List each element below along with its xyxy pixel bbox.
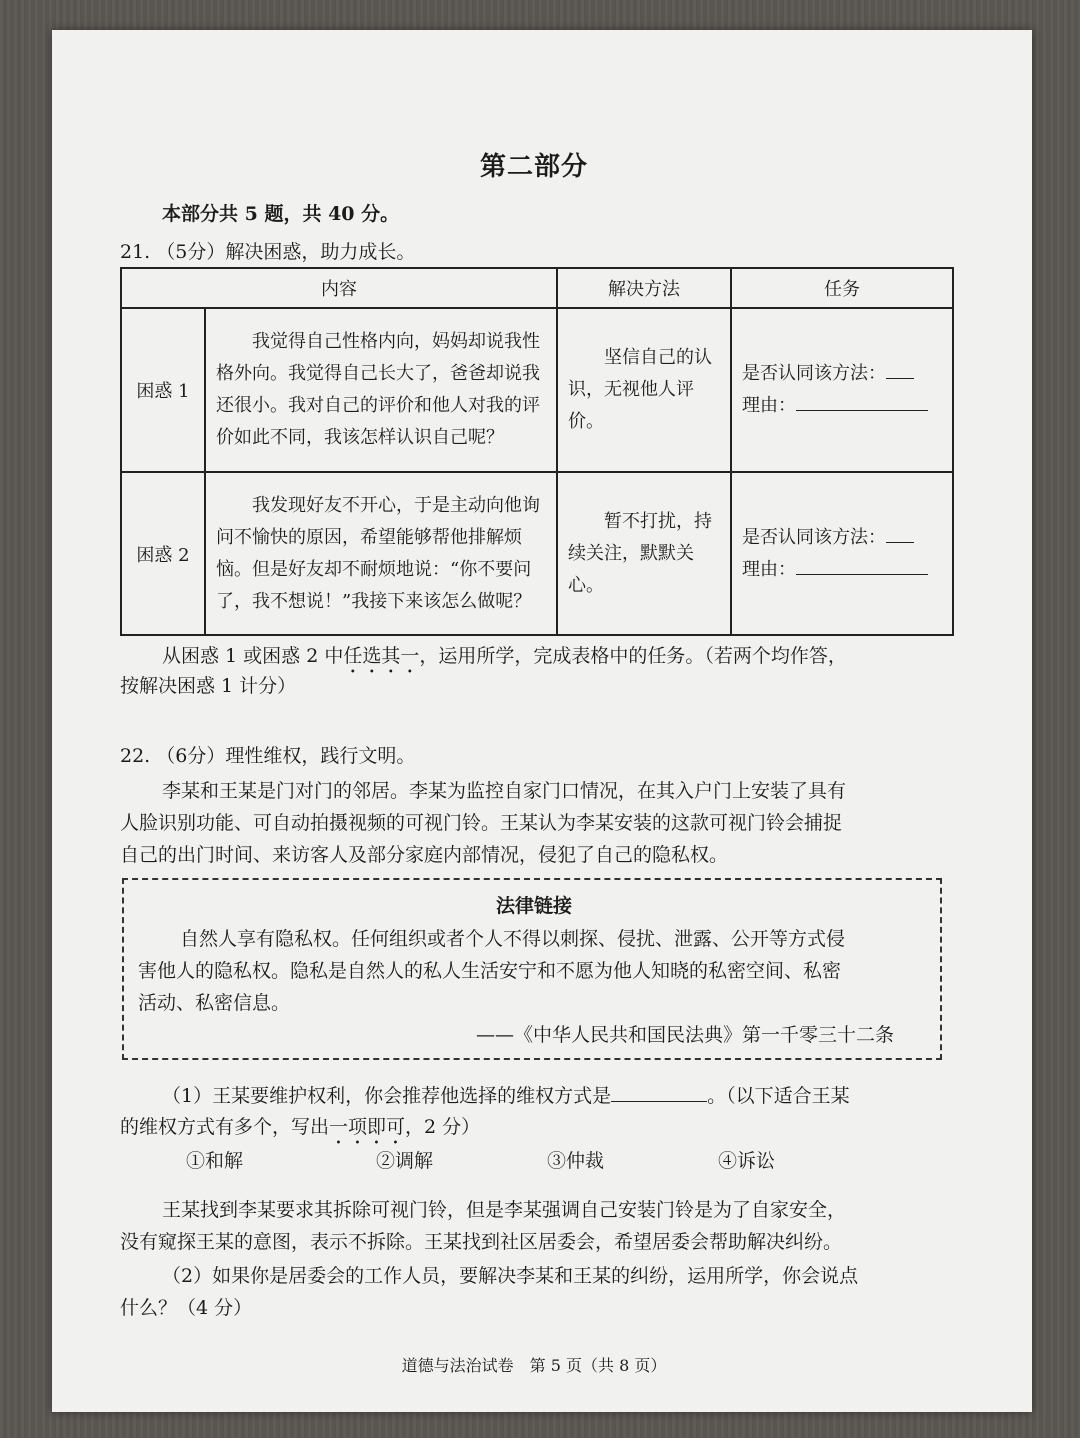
table-header-row [121,268,953,308]
q21-instruction: 从困惑 1 或困惑 2 中任选其一，运用所学，完成表格中的任务。（若两个均作答， [162,645,847,667]
q22-sub2-line2: 什么？（4 分） [120,1297,253,1319]
q22-followup-line: 没有窥探王某的意图，表示不拆除。王某找到社区居委会，希望居委会帮助解决纠纷。 [120,1231,843,1253]
law-text-line: 害他人的隐私权。隐私是自然人的私人生活安宁和不愿为他人知晓的私密空间、私密 [138,960,842,982]
q21-prompt: 21. （5分）解决困惑，助力成长。 [120,241,416,263]
q21-instruction-line2: 按解决困惑 1 计分） [120,675,297,697]
law-box-title: 法律链接 [495,895,572,917]
answer-blank[interactable] [796,556,928,575]
answer-blank[interactable] [886,360,914,379]
header-method: 解决方法 [557,268,731,308]
row-method: 暂不打扰，持续关注，默默关心。 [568,510,712,596]
row-label: 困惑 2 [121,472,205,635]
row-label: 困惑 1 [121,308,205,472]
task-reason: 理由： [732,554,952,586]
task-agree: 是否认同该方法： [732,358,952,390]
option-item: ③仲裁 [547,1150,605,1172]
row-content: 我发现好友不开心，于是主动向他询问不愉快的原因，希望能够帮他排解烦恼。但是好友却不耐烦地说：“你不要问了，我不想说！”我接下来该怎么做呢？ [216,494,540,612]
law-text-line: 活动、私密信息。 [138,992,291,1014]
answer-blank[interactable] [796,392,928,411]
header-content: 内容 [121,268,557,308]
section-intro: 本部分共 5 题，共 40 分。 [162,203,400,225]
section-title: 第二部分 [479,152,588,182]
option-item: ①和解 [186,1150,244,1172]
option-item: ④诉讼 [718,1150,776,1172]
q22-followup-line: 王某找到李某要求其拆除可视门铃，但是李某强调自己安装门铃是为了自家安全， [162,1199,847,1221]
q22-scenario-line: 自己的出门时间、来访客人及部分家庭内部情况，侵犯了自己的隐私权。 [120,844,729,866]
law-text-line: 自然人享有隐私权。任何组织或者个人不得以刺探、侵扰、泄露、公开等方式侵 [180,928,846,950]
answer-blank[interactable] [611,1083,707,1102]
task-agree: 是否认同该方法： [732,522,952,554]
q22-sub1-line2: 的维权方式有多个，写出一项即可，2 分） [120,1116,481,1138]
task-reason: 理由： [732,390,952,422]
row-content: 我觉得自己性格内向，妈妈却说我性格外向。我觉得自己长大了，爸爸却说我还很小。我对自己的评价和他人对我的评价如此不同，我该怎样认识自己呢？ [216,331,540,448]
page-footer: 道德与法治试卷 第 5 页（共 8 页） [401,1356,667,1375]
table-row [121,472,953,635]
table-row [121,308,953,472]
option-item: ②调解 [376,1150,434,1172]
row-method: 坚信自己的认识，无视他人评价。 [568,347,712,432]
q22-scenario-line: 人脸识别功能、可自动拍摄视频的可视门铃。王某认为李某安装的这款可视门铃会捕捉 [120,812,843,834]
q22-sub2: （2）如果你是居委会的工作人员，要解决李某和王某的纠纷，运用所学，你会说点 [162,1265,859,1287]
q21-table [120,267,954,636]
q22-prompt: 22. （6分）理性维权，践行文明。 [120,745,416,767]
q22-sub1: （1）王某要维护权利，你会推荐他选择的维权方式是 。（以下适合王某 [162,1085,850,1107]
law-source: ——《中华人民共和国民法典》第一千零三十二条 [476,1024,895,1046]
header-task: 任务 [731,268,953,308]
q22-scenario-line: 李某和王某是门对门的邻居。李某为监控自家门口情况，在其入户门上安装了具有 [162,780,847,802]
answer-blank[interactable] [886,524,914,543]
